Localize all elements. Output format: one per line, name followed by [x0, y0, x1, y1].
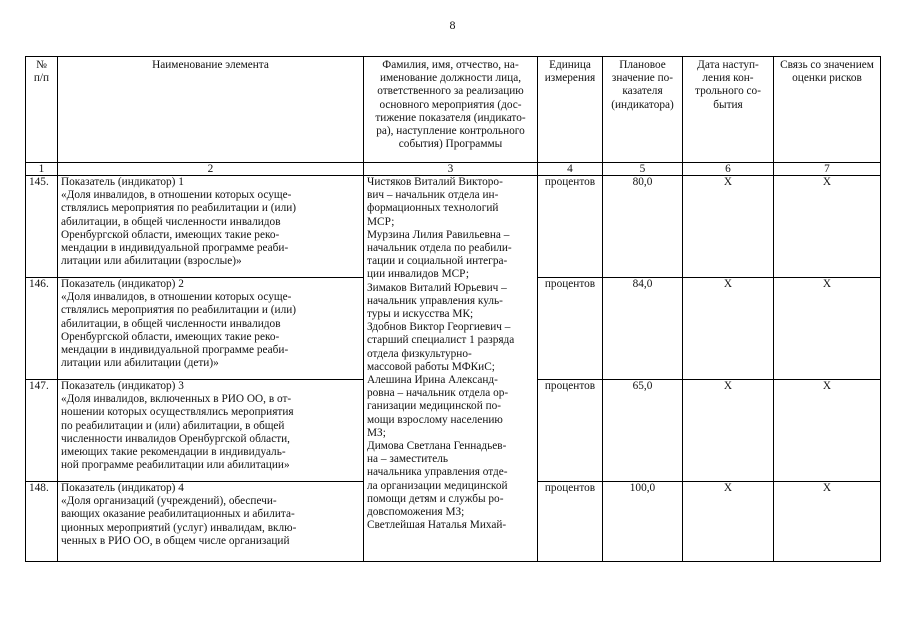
- text-line: казателя: [622, 85, 663, 98]
- text-line: бытия: [713, 98, 743, 111]
- event-date: X: [683, 482, 774, 562]
- planned-value: 65,0: [603, 380, 683, 482]
- row-index: 145.: [26, 176, 58, 278]
- text-line: начальник управления куль-: [367, 294, 503, 307]
- planned-value: 84,0: [603, 278, 683, 380]
- text-line: начальника управления отде-: [367, 466, 508, 479]
- text-line: отдела физкультурно-: [367, 347, 472, 360]
- column-number: 1: [26, 163, 58, 176]
- unit-cell: процентов: [538, 482, 603, 562]
- text-line: ционных мероприятий (услуг) инвалидам, вклю-: [61, 521, 297, 534]
- text-line: ции инвалидов МСР;: [367, 268, 470, 281]
- risk-link: X: [774, 482, 881, 562]
- text-line: измерения: [544, 72, 596, 85]
- text-line: ра), наступление контрольного: [376, 125, 525, 138]
- text-line: начальник отдела по реабили-: [367, 242, 512, 255]
- header-unit: [538, 57, 603, 163]
- text-line: №: [36, 59, 47, 71]
- text-line: Наименование элемента: [152, 59, 269, 71]
- text-line: Показатель (индикатор) 4: [61, 482, 184, 494]
- text-line: мендации в индивидуальной программе реаби-: [61, 344, 289, 357]
- risk-link: X: [774, 380, 881, 482]
- text-line: Плановое: [619, 59, 666, 71]
- column-number: 4: [538, 163, 603, 176]
- event-date: X: [683, 278, 774, 380]
- column-number: 6: [683, 163, 774, 176]
- text-line: значение по-: [611, 72, 674, 85]
- header-responsible: [364, 57, 538, 163]
- text-line: довспоможения МЗ;: [367, 506, 465, 519]
- text-line: Чистяков Виталий Викторо-: [367, 176, 503, 188]
- text-line: старший специалист 1 разряда: [367, 334, 515, 347]
- text-line: Зимаков Виталий Юрьевич –: [367, 281, 507, 294]
- text-line: ствлялись мероприятия по реабилитации и (или): [61, 304, 297, 317]
- column-number-row: [26, 163, 881, 176]
- column-number: 7: [774, 163, 881, 176]
- text-line: ла организации медицинской: [367, 479, 508, 492]
- row-index: 147.: [26, 380, 58, 482]
- text-line: абилитации, в общей численности инвалидов: [61, 317, 281, 330]
- text-line: ствлялись мероприятия по реабилитации и (или): [61, 202, 297, 215]
- text-line: Здобнов Виктор Георгиевич –: [367, 321, 511, 334]
- text-line: Димова Светлана Геннадьев-: [367, 440, 507, 453]
- text-line: ченных в РИО ОО, в общем числе организаций: [61, 534, 290, 547]
- column-number: 2: [58, 163, 364, 176]
- text-line: ной программе реабилитации или абилитации»: [61, 459, 290, 472]
- text-line: мощи взрослому населению: [367, 413, 503, 426]
- text-line: вающих оказание реабилитационных и абилита-: [61, 508, 295, 521]
- text-line: Связь со значением: [780, 59, 874, 71]
- text-line: по реабилитации и (или) абилитации, в общей: [61, 419, 285, 432]
- page-number: 8: [449, 18, 456, 32]
- text-line: Показатель (индикатор) 1: [61, 176, 184, 188]
- text-line: Показатель (индикатор) 3: [61, 380, 184, 392]
- risk-link: X: [774, 278, 881, 380]
- planned-value: 100,0: [603, 482, 683, 562]
- text-line: тижение показателя (индикато-: [375, 111, 526, 124]
- unit-cell: процентов: [538, 176, 603, 278]
- text-line: формационных технологий: [367, 202, 499, 215]
- text-line: именование должности лица,: [379, 72, 522, 85]
- text-line: численности инвалидов Оренбургской области,: [61, 432, 291, 445]
- text-line: абилитации, в общей численности инвалидов: [61, 215, 281, 228]
- planned-value: 80,0: [603, 176, 683, 278]
- text-line: «Доля инвалидов, в отношении которых осуще-: [61, 189, 292, 202]
- text-line: литации или абилитации (взрослые)»: [61, 255, 242, 268]
- text-line: туры и искусства МК;: [367, 308, 474, 321]
- header-risk: [774, 57, 881, 163]
- indicator-name: [58, 278, 364, 380]
- text-line: п/п: [33, 72, 50, 85]
- text-line: имеющих такие рекомендации в индивидуаль-: [61, 446, 286, 459]
- header-date: [683, 57, 774, 163]
- text-line: мендации в индивидуальной программе реаби-: [61, 242, 289, 255]
- text-line: литации или абилитации (дети)»: [61, 357, 219, 370]
- column-number: 3: [364, 163, 538, 176]
- column-number: 5: [603, 163, 683, 176]
- text-line: основного мероприятия (дос-: [379, 98, 522, 111]
- text-line: МЗ;: [367, 426, 386, 439]
- text-line: ношении которых осуществлялись мероприятия: [61, 406, 294, 419]
- responsible-persons: [364, 176, 538, 562]
- text-line: Единица: [549, 59, 591, 71]
- row-index: 146.: [26, 278, 58, 380]
- text-line: «Доля организаций (учреждений), обеспечи-: [61, 495, 277, 508]
- text-line: МСР;: [367, 215, 395, 228]
- event-date: X: [683, 176, 774, 278]
- text-line: Показатель (индикатор) 2: [61, 278, 184, 290]
- text-line: ровна – начальник отдела ор-: [367, 387, 509, 400]
- text-line: массовой работы МФКиС;: [367, 360, 495, 373]
- text-line: вич – начальник отдела ин-: [367, 189, 499, 202]
- risk-link: X: [774, 176, 881, 278]
- table-row: [26, 176, 881, 278]
- text-line: тации и социальной интегра-: [367, 255, 508, 268]
- text-line: Фамилия, имя, отчество, на-: [382, 59, 519, 71]
- text-line: Дата наступ-: [697, 59, 759, 71]
- header-planned: [603, 57, 683, 163]
- text-line: оценки рисков: [792, 72, 862, 85]
- text-line: Оренбургской области, имеющих такие реко-: [61, 330, 280, 343]
- row-index: 148.: [26, 482, 58, 562]
- text-line: ления кон-: [702, 72, 754, 85]
- text-line: трольного со-: [695, 85, 761, 98]
- text-line: Светлейшая Наталья Михай-: [367, 519, 507, 532]
- text-line: Оренбургской области, имеющих такие реко-: [61, 228, 280, 241]
- text-line: «Доля инвалидов, в отношении которых осуще-: [61, 291, 292, 304]
- unit-cell: процентов: [538, 278, 603, 380]
- indicators-table: [25, 56, 881, 562]
- text-line: ганизации медицинской по-: [367, 400, 502, 413]
- text-line: (индикатора): [611, 98, 674, 111]
- header-num: [26, 57, 58, 163]
- text-line: на – заместитель: [367, 453, 449, 466]
- text-line: «Доля инвалидов, включенных в РИО ОО, в от-: [61, 393, 292, 406]
- text-line: события) Программы: [398, 138, 503, 151]
- text-line: Алешина Ирина Александ-: [367, 374, 498, 387]
- indicator-name: [58, 482, 364, 562]
- header-row: [26, 57, 881, 163]
- unit-cell: процентов: [538, 380, 603, 482]
- text-line: Мурзина Лилия Равильевна –: [367, 228, 510, 241]
- indicator-name: [58, 380, 364, 482]
- header-name: [58, 57, 364, 163]
- event-date: X: [683, 380, 774, 482]
- text-line: ответственного за реализацию: [377, 85, 524, 98]
- indicator-name: [58, 176, 364, 278]
- text-line: помощи детям и службы ро-: [367, 492, 504, 505]
